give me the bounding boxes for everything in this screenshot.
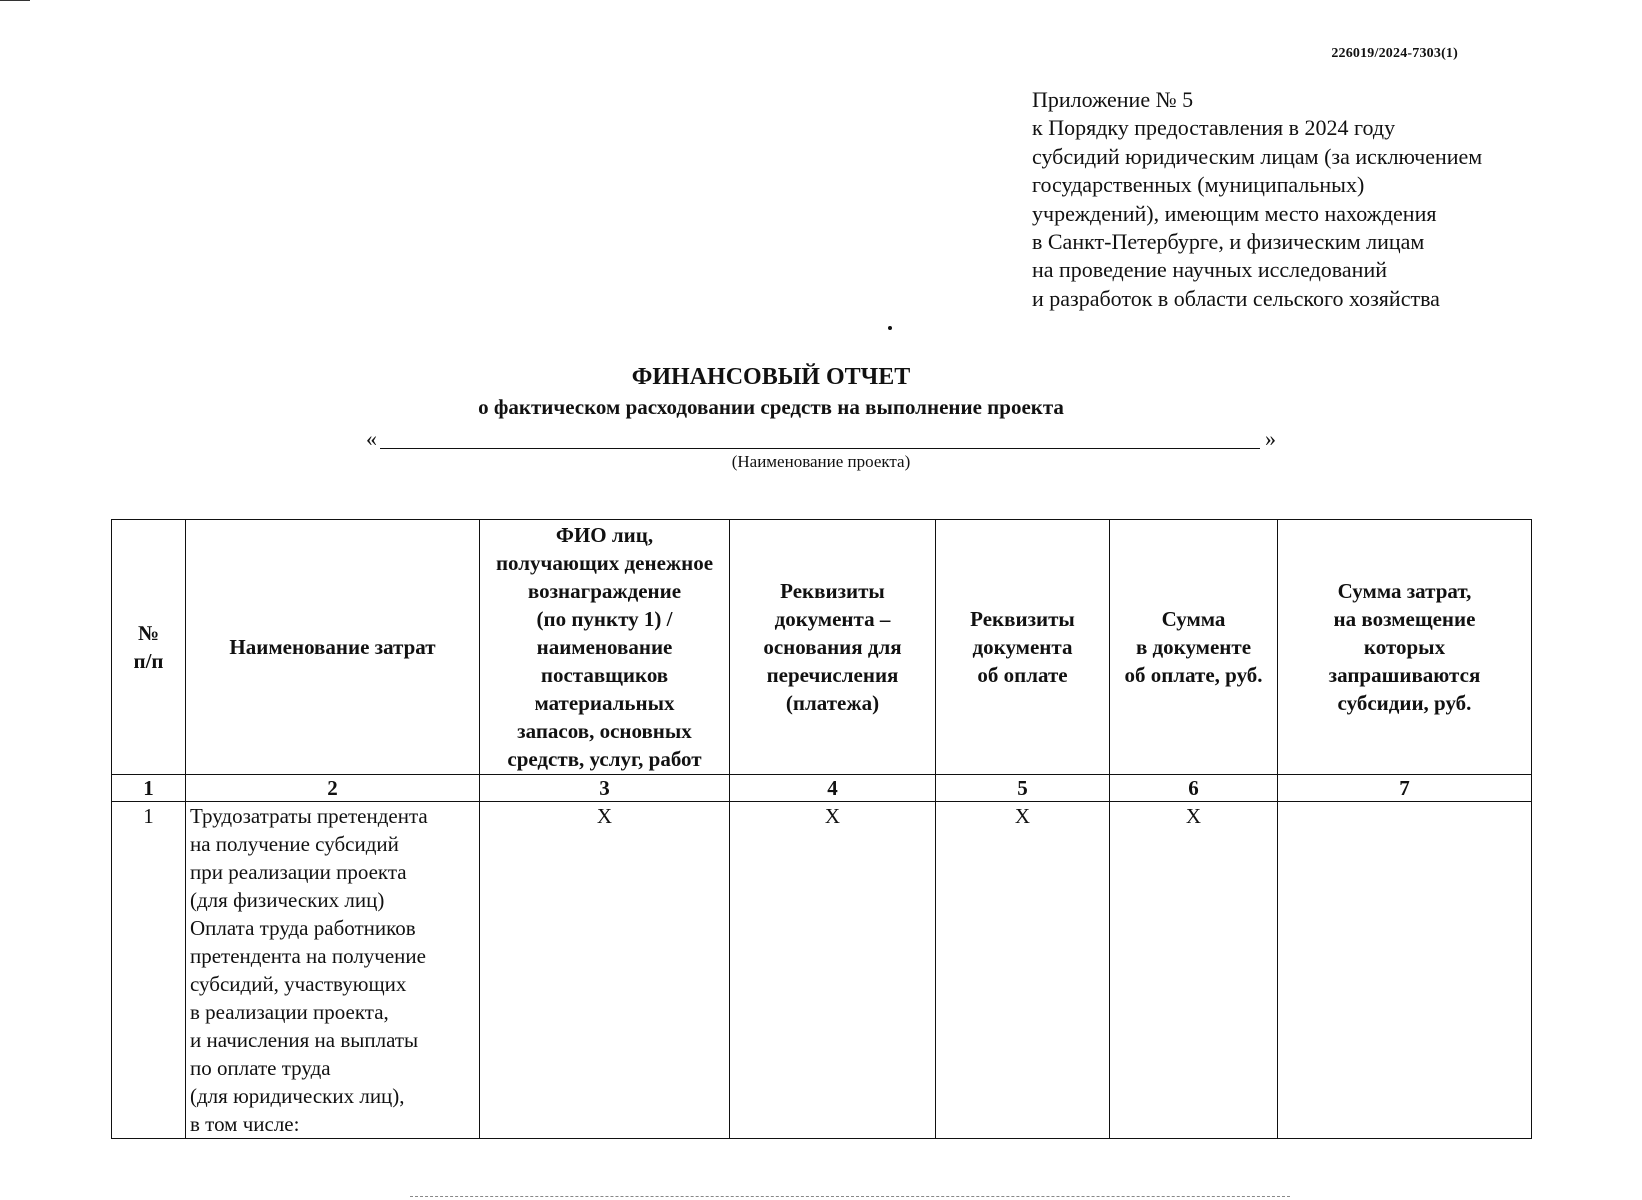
header-line: вознаграждение — [527, 579, 682, 603]
header-line: документа — [972, 635, 1073, 659]
header-line: ФИО лиц, — [555, 523, 654, 547]
recipients-cell: X — [480, 802, 730, 1139]
header-line: материальных — [534, 691, 675, 715]
payment-amount-cell: X — [1110, 802, 1278, 1139]
expense-line: и начисления на выплаты — [190, 1028, 419, 1052]
expense-line: претендента на получение — [190, 944, 426, 968]
expense-line: субсидий, участвующих — [190, 972, 407, 996]
expense-name-cell[interactable] — [186, 802, 480, 1139]
report-subtitle: о фактическом расходовании средств на выполнение проекта — [478, 395, 1064, 419]
header-line: получающих денежное — [495, 551, 714, 575]
row-number: 1 — [112, 802, 186, 1139]
column-number-row — [112, 775, 1532, 802]
header-line: которых — [1363, 635, 1446, 659]
project-name-field[interactable] — [366, 426, 1276, 452]
page-bottom-rule — [410, 1196, 1290, 1197]
column-number: 2 — [186, 775, 480, 802]
header-line: средств, услуг, работ — [507, 747, 702, 771]
expense-line: по оплате труда — [190, 1056, 331, 1080]
project-name-underline — [380, 448, 1260, 449]
header-line: об оплате — [977, 663, 1068, 687]
basis-document-cell: X — [730, 802, 936, 1139]
appendix-line: на проведение научных исследований — [1032, 257, 1387, 283]
expense-line: в реализации проекта, — [190, 1000, 389, 1024]
header-line: (платежа) — [785, 691, 880, 715]
header-line: субсидии, руб. — [1337, 691, 1472, 715]
column-number: 1 — [112, 775, 186, 802]
header-line: основания для — [763, 635, 902, 659]
header-recipients — [480, 520, 730, 775]
header-payment-document — [936, 520, 1110, 775]
column-number: 4 — [730, 775, 936, 802]
stray-dot — [888, 326, 892, 330]
table-header-row — [112, 520, 1532, 775]
expense-line: Трудозатраты претендента — [190, 804, 428, 828]
document-number: 226019/2024-7303(1) — [1331, 46, 1458, 61]
header-basis-document — [730, 520, 936, 775]
expense-line: на получение субсидий — [190, 832, 399, 856]
header-payment-amount — [1110, 520, 1278, 775]
header-line: Наименование затрат — [229, 635, 436, 659]
subsidy-amount-cell[interactable] — [1278, 802, 1532, 1139]
column-number: 3 — [480, 775, 730, 802]
column-number: 5 — [936, 775, 1110, 802]
open-quote: « — [366, 426, 377, 451]
expense-line: в том числе: — [190, 1112, 300, 1136]
header-line: на возмещение — [1333, 607, 1476, 631]
appendix-line: государственных (муниципальных) — [1032, 172, 1365, 198]
scan-edge-mark — [0, 0, 30, 1]
header-line: запрашиваются — [1328, 663, 1481, 687]
header-line: (по пункту 1) / — [536, 607, 673, 631]
header-line: Реквизиты — [970, 607, 1075, 631]
appendix-line: учреждений), имеющим место нахождения — [1032, 200, 1437, 226]
header-line: № — [137, 621, 160, 645]
expense-line: (для физических лиц) — [190, 888, 385, 912]
header-num — [112, 520, 186, 775]
header-line: Сумма затрат, — [1337, 579, 1472, 603]
appendix-line: в Санкт-Петербурге, и физическим лицам — [1032, 229, 1425, 255]
appendix-line: Приложение № 5 — [1032, 87, 1194, 112]
header-line: поставщиков — [540, 663, 669, 687]
header-line: Сумма — [1161, 607, 1226, 631]
header-line: Реквизиты — [780, 579, 885, 603]
expense-line: (для юридических лиц), — [190, 1084, 405, 1108]
project-name-caption: (Наименование проекта) — [731, 452, 911, 471]
column-number: 6 — [1110, 775, 1278, 802]
header-line: запасов, основных — [517, 719, 692, 743]
appendix-line: к Порядку предоставления в 2024 году — [1032, 115, 1396, 141]
header-line: наименование — [536, 635, 673, 659]
close-quote: » — [1265, 426, 1276, 451]
table-row — [112, 802, 1532, 1139]
header-line: перечисления — [766, 663, 899, 687]
header-subsidy-amount — [1278, 520, 1532, 775]
header-line: об оплате, руб. — [1124, 663, 1263, 687]
payment-document-cell: X — [936, 802, 1110, 1139]
appendix-line: субсидий юридическим лицам (за исключением — [1032, 143, 1483, 169]
appendix-line: и разработок в области сельского хозяйства — [1032, 285, 1440, 311]
header-line: документа – — [774, 607, 891, 631]
header-line: п/п — [133, 649, 164, 673]
financial-report-table — [111, 519, 1532, 1139]
expense-line: при реализации проекта — [190, 860, 407, 884]
expense-line: Оплата труда работников — [190, 916, 416, 940]
column-number: 7 — [1278, 775, 1532, 802]
header-expense-name — [186, 520, 480, 775]
appendix-note — [1032, 86, 1592, 313]
report-title-text: ФИНАНСОВЫЙ ОТЧЕТ — [631, 364, 911, 390]
header-line: в документе — [1135, 635, 1252, 659]
